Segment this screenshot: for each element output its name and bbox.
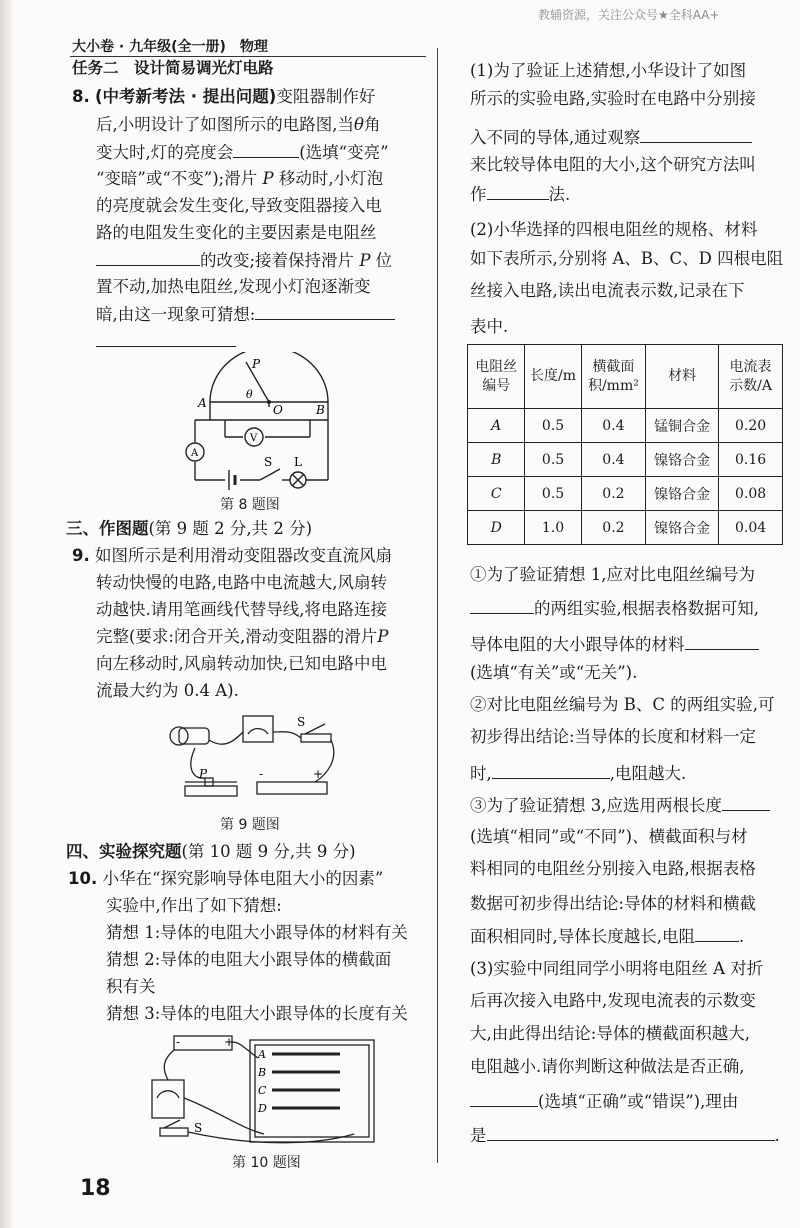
cell-id: B	[468, 443, 525, 477]
table-row	[468, 477, 783, 511]
fig9-P: P	[199, 767, 208, 781]
fig10-S: S	[194, 1121, 203, 1135]
fig8-L: L	[294, 455, 302, 469]
q8-text: 暗,由这一现象可猜想:	[96, 305, 256, 324]
th-text: 电流表	[729, 358, 772, 375]
q10-guess-2: 猜想 2:导体的电阻大小跟导体的横截面	[106, 950, 392, 969]
cell-current: 0.20	[719, 409, 783, 443]
q8-P: P	[262, 169, 274, 188]
q9-line-6: 流最大约为 0.4 A).	[96, 681, 239, 700]
r-blank-p3a[interactable]	[470, 1090, 538, 1107]
resistance-arc	[210, 352, 328, 402]
cell-current: 0.16	[719, 443, 783, 477]
cell-area: 0.2	[581, 511, 646, 545]
battery-holder	[257, 782, 327, 794]
r-p2-line-3: 丝接入电路,读出电流表示数,记录在下	[470, 281, 745, 300]
q9-line-4	[96, 626, 388, 648]
q9-circuit-figure	[165, 710, 345, 810]
r-p3-line-3: 大,由此得出结论:导体的横截面积越大,	[470, 1024, 751, 1043]
q8-line-2	[96, 114, 380, 136]
watermark: 教辅资源，关注公众号★全科AA+	[538, 8, 720, 22]
q8-text: 位	[375, 251, 393, 270]
r-c2-line-3	[470, 762, 686, 785]
r-p3-line-2: 后再次接入电路中,发现电流表的示数变	[470, 991, 756, 1010]
q8-text: 变大时,灯的亮度会	[96, 143, 234, 162]
fig10-C: C	[258, 1084, 267, 1097]
fig10-B: B	[258, 1066, 267, 1079]
q8-line-6: 路的电阻发生变化的主要因素是电阻丝	[96, 223, 377, 242]
r-text: .	[774, 1126, 780, 1145]
q8-circuit-figure	[170, 352, 350, 492]
fig8-P: P	[252, 357, 261, 371]
fig8-B: B	[316, 403, 325, 417]
th-area	[581, 345, 646, 409]
q8-tag: (中考新考法 · 提出问题)	[95, 87, 277, 106]
th-text: 编号	[482, 377, 511, 394]
cell-area: 0.4	[581, 443, 646, 477]
rheostat	[185, 786, 237, 796]
table-row	[468, 409, 783, 443]
sec4-heading	[66, 841, 356, 863]
cell-current: 0.04	[719, 511, 783, 545]
fig10-A: A	[258, 1048, 266, 1061]
q8-theta: θ	[354, 115, 364, 134]
q9-caption: 第 9 题图	[220, 817, 280, 833]
q8-caption: 第 8 题图	[220, 497, 280, 513]
q8-number: 8.	[72, 87, 90, 106]
r-text: 是	[470, 1126, 487, 1145]
th-material: 材料	[646, 345, 719, 409]
table-header-row	[468, 345, 783, 409]
q9-number: 9.	[72, 546, 90, 565]
fig8-O: O	[273, 403, 283, 417]
page-binding-shadow	[0, 0, 14, 1228]
r-text: 时,	[470, 764, 492, 783]
r-blank-c1b[interactable]	[685, 633, 759, 650]
fig9-plus: +	[313, 767, 324, 781]
q8-line-5: 的亮度就会发生变化,导致变阻器接入电	[96, 196, 382, 215]
fig8-S: S	[264, 455, 273, 469]
q9-P: P	[377, 627, 389, 646]
fig10-D: D	[258, 1102, 267, 1115]
r-blank-method[interactable]	[487, 183, 549, 200]
cell-material: 镍铬合金	[646, 511, 719, 545]
cell-id: C	[468, 477, 525, 511]
table-row	[468, 511, 783, 545]
r-p3-line-5	[470, 1090, 738, 1113]
r-text: 法.	[548, 185, 571, 204]
ammeter-box	[152, 1080, 184, 1118]
q8-line-3	[96, 141, 389, 164]
r-p2-line-4: 表中.	[470, 317, 509, 336]
r-blank-c3a[interactable]	[722, 794, 770, 811]
r-text: .	[739, 927, 745, 946]
q10-number: 10.	[68, 869, 98, 888]
q9-line-5: 向左移动时,风扇转动加快,已知电路中电	[96, 654, 387, 673]
cell-material: 镍铬合金	[646, 443, 719, 477]
cell-area: 0.2	[581, 477, 646, 511]
r-blank-p3b[interactable]	[487, 1124, 775, 1141]
th-text: 横截面	[592, 358, 635, 375]
q9-line-2: 转动快慢的电路,电路中电流越大,风扇转	[96, 573, 387, 592]
cell-material: 锰铜合金	[646, 409, 719, 443]
r-p1-line-2: 所示的实验电路,实验时在电路中分别接	[470, 89, 756, 108]
q8-P: P	[359, 251, 371, 270]
r-c1-line-3	[470, 633, 759, 656]
r-text: ,电阻越大.	[609, 764, 687, 783]
sec3-heading	[66, 518, 312, 540]
cell-length: 1.0	[525, 511, 581, 545]
th-current	[719, 345, 783, 409]
r-c2-line-2: 初步得出结论:当导体的长度和材料一定	[470, 727, 757, 746]
fig9-minus: -	[259, 767, 264, 781]
q8-text: 移动时,小灯泡	[278, 169, 384, 188]
th-text: 电阻丝	[475, 358, 518, 375]
sec4-title: 四、实验探究题	[66, 842, 182, 861]
q8-line-7	[96, 249, 392, 272]
q8-blank-3[interactable]	[255, 303, 395, 320]
r-c3-line-1	[470, 794, 770, 817]
r-c3-line-2: (选填“相同”或“不同”)、横截面积与材	[470, 827, 748, 846]
sec4-score: (第 10 题 9 分,共 9 分)	[181, 842, 356, 861]
r-p3-line-6	[470, 1124, 780, 1147]
fig9-S: S	[297, 715, 306, 729]
fig8-V: V	[250, 433, 258, 444]
th-wire-no	[468, 345, 525, 409]
th-text: 积/mm²	[587, 377, 639, 394]
q10-guess-1: 猜想 1:导体的电阻大小跟导体的材料有关	[106, 923, 408, 942]
r-text: 面积相同时,导体长度越长,电阻	[470, 927, 695, 946]
cell-length: 0.5	[525, 409, 581, 443]
q8-blank-2[interactable]	[96, 249, 200, 266]
cell-area: 0.4	[581, 409, 646, 443]
r-c3-line-4: 数据可初步得出结论:导体的材料和横截	[470, 894, 757, 913]
q10-circuit-figure	[140, 1032, 380, 1150]
book-header: 大小卷 · 九年级(全一册) 物理	[72, 39, 268, 55]
fig8-A: A	[198, 396, 207, 410]
r-c3-line-3: 料相同的电阻丝分别接入电路,根据表格	[470, 859, 756, 878]
q8-text: “变暗”或“不变”);滑片	[96, 169, 258, 188]
fig8-Am: A	[191, 448, 199, 459]
r-p1-line-1: (1)为了验证上述猜想,小华设计了如图	[470, 61, 747, 80]
q10-guess-3: 猜想 3:导体的电阻大小跟导体的长度有关	[106, 1004, 408, 1023]
q8-text: 的改变;接着保持滑片	[200, 251, 355, 270]
r-c2-line-1: ②对比电阻丝编号为 B、C 的两组实验,可	[470, 695, 775, 714]
switch-base	[301, 734, 331, 742]
r-blank-c3b[interactable]	[695, 925, 739, 942]
q10-text: 小华在“探究影响导体电阻大小的因素”	[102, 869, 384, 888]
column-divider	[437, 48, 438, 1163]
r-blank-c1a[interactable]	[470, 597, 534, 614]
r-p2-line-1: (2)小华选择的四根电阻丝的规格、材料	[470, 220, 758, 239]
r-text: 的两组实验,根据表格数据可知,	[534, 599, 759, 618]
r-p1-line-3	[470, 126, 752, 149]
cell-id: A	[468, 409, 525, 443]
sec3-title: 三、作图题	[66, 519, 149, 538]
cell-current: 0.08	[719, 477, 783, 511]
cell-length: 0.5	[525, 477, 581, 511]
r-c1-line-1: ①为了验证猜想 1,应对比电阻丝编号为	[470, 565, 755, 584]
cell-id: D	[468, 511, 525, 545]
q8-line-9	[96, 303, 395, 326]
r-text: 入不同的导体,通过观察	[470, 128, 641, 147]
q8-blank-3-cont[interactable]	[96, 346, 236, 347]
fan-motor	[179, 728, 209, 744]
th-length: 长度/m	[525, 345, 581, 409]
q8-text: 角	[363, 115, 381, 134]
switch-blade	[260, 469, 280, 480]
q8-text: 变阻器制作好	[276, 87, 376, 106]
r-blank-observe[interactable]	[640, 126, 752, 143]
table-row	[468, 443, 783, 477]
r-c1-line-4: (选填“有关”或“无关”).	[470, 663, 638, 682]
cell-material: 镍铬合金	[646, 477, 719, 511]
q8-line-1	[72, 86, 375, 108]
task2-heading: 任务二 设计简易调光灯电路	[72, 59, 274, 77]
r-p1-line-4: 来比较导体电阻的大小,这个研究方法叫	[470, 155, 756, 174]
q8-line-4	[96, 168, 383, 190]
r-p1-line-5	[470, 183, 570, 206]
q8-text: (选填“变亮”	[299, 143, 389, 162]
sec3-score: (第 9 题 2 分,共 2 分)	[148, 519, 313, 538]
fig10-minus: -	[176, 1035, 181, 1049]
r-text: 作	[470, 185, 487, 204]
q10-line-2: 实验中,作出了如下猜想:	[106, 896, 282, 915]
r-c1-line-2	[470, 597, 759, 620]
q8-text: 后,小明设计了如图所示的电路图,当	[96, 115, 354, 134]
cell-length: 0.5	[525, 443, 581, 477]
r-text: (选填“正确”或“错误”),理由	[538, 1092, 739, 1111]
q10-caption: 第 10 题图	[232, 1155, 301, 1171]
q9-line-3: 动越快.请用笔画线代替导线,将电路连接	[96, 600, 387, 619]
r-text: 导体电阻的大小跟导体的材料	[470, 635, 685, 654]
fig10-plus: +	[224, 1035, 235, 1049]
r-p3-line-1: (3)实验中同组同学小明将电阻丝 A 对折	[470, 959, 764, 978]
switch-base	[160, 1128, 188, 1136]
q9-text: 完整(要求:闭合开关,滑动变阻器的滑片	[96, 627, 378, 646]
fig8-theta: θ	[246, 388, 253, 401]
q8-blank-1[interactable]	[233, 141, 299, 158]
q10-guess-2b: 积有关	[106, 977, 156, 996]
q9-text: 如图所示是利用滑动变阻器改变直流风扇	[95, 546, 392, 565]
r-blank-c2[interactable]	[492, 762, 610, 779]
r-text: ③为了验证猜想 3,应选用两根长度	[470, 796, 722, 815]
resistance-wire-table	[467, 344, 783, 545]
th-text: 示数/A	[729, 377, 772, 394]
r-c3-line-5	[470, 925, 744, 948]
q8-line-8: 置不动,加热电阻丝,发现小灯泡逐渐变	[96, 277, 371, 296]
r-p2-line-2: 如下表所示,分别将 A、B、C、D 四根电阻	[470, 249, 784, 268]
q10-line-1	[68, 868, 383, 890]
page-number: 18	[80, 1176, 111, 1201]
q9-line-1	[72, 545, 392, 567]
r-p3-line-4: 电阻越小.请你判断这种做法是否正确,	[470, 1057, 745, 1076]
